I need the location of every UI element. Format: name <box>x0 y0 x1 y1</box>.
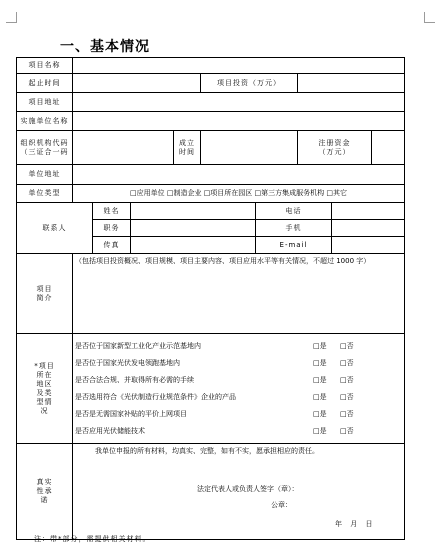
question-row <box>73 338 404 355</box>
section-heading: 一、基本情况 <box>60 39 150 55</box>
unit-address-label: 单位地址 <box>17 165 73 185</box>
intro-hint: （包括项目投资概况、项目规模、项目主要内容、项目应用水平等有关情况，不超过 1000 字） <box>75 257 371 265</box>
phone-label: 电话 <box>256 203 332 220</box>
impl-unit-label: 实施单位名称 <box>17 112 73 131</box>
yes-checkbox[interactable]: □是 <box>313 426 327 435</box>
declaration-statement: 我单位申报的所有材料，均真实、完整，如有不实，愿承担相应的责任。 <box>95 447 319 455</box>
start-time-label: 起止时间 <box>17 74 73 93</box>
fax-field[interactable] <box>131 237 256 254</box>
question-row <box>73 389 404 406</box>
declaration-label: 真实 性承 诺 <box>17 444 73 540</box>
no-checkbox[interactable]: □否 <box>340 358 354 367</box>
project-address-label: 项目地址 <box>17 93 73 112</box>
page-corner-mark-right <box>424 12 435 23</box>
declaration-cell <box>73 444 405 540</box>
fit-label: *项目 所在 地区 及类 型情 况 <box>17 334 73 444</box>
investment-label: 项目投资（万元） <box>201 74 298 93</box>
no-checkbox[interactable]: □否 <box>340 426 354 435</box>
name-label: 姓名 <box>93 203 131 220</box>
question-row <box>73 355 404 372</box>
dept-label: 职务 <box>93 220 131 237</box>
yes-checkbox[interactable]: □是 <box>313 375 327 384</box>
question-row <box>73 423 404 440</box>
mobile-field[interactable] <box>332 220 405 237</box>
founded-field[interactable] <box>201 131 298 165</box>
org-code-label: 组织机构代码 （三证合一码 <box>17 131 73 165</box>
no-checkbox[interactable]: □否 <box>340 409 354 418</box>
capital-label: 注册资金 （万元） <box>298 131 372 165</box>
question-text: 是否应用光伏储能技术 <box>75 426 145 435</box>
unit-type-label: 单位类型 <box>17 185 73 203</box>
project-name-label: 项目名称 <box>17 58 73 74</box>
fax-label: 传真 <box>93 237 131 254</box>
question-text: 是否位于国家新型工业化产业示范基地内 <box>75 341 201 350</box>
org-code-field[interactable] <box>73 131 174 165</box>
phone-field[interactable] <box>332 203 405 220</box>
contact-label: 联系人 <box>17 203 93 254</box>
question-row <box>73 406 404 423</box>
investment-field[interactable] <box>298 74 405 93</box>
unit-type-options[interactable]: □应用单位 □制造企业 □项目所在园区 □第三方集成服务机构 □其它 <box>73 185 405 203</box>
question-text: 是否合法合规、并取得所有必需的手续 <box>75 375 194 384</box>
no-checkbox[interactable]: □否 <box>340 375 354 384</box>
unit-address-field[interactable] <box>73 165 405 185</box>
question-list <box>73 338 404 440</box>
project-address-field[interactable] <box>73 93 405 112</box>
signature-line[interactable]: 法定代表人或负责人签字（章）： <box>197 485 299 493</box>
footnote: 注：带*部分，需提供相关材料。 <box>34 535 151 543</box>
email-label: E-mail <box>256 237 332 254</box>
yes-checkbox[interactable]: □是 <box>313 392 327 401</box>
fit-questions <box>73 334 405 444</box>
start-time-field[interactable] <box>73 74 201 93</box>
email-field[interactable] <box>332 237 405 254</box>
mobile-label: 手机 <box>256 220 332 237</box>
intro-field[interactable] <box>73 254 405 334</box>
question-text: 是否选用符合《光伏制造行业规范条件》企业的产品 <box>75 392 236 401</box>
project-name-field[interactable] <box>73 58 405 74</box>
impl-unit-field[interactable] <box>73 112 405 131</box>
question-text: 是否是无需国家补贴的平价上网项目 <box>75 409 187 418</box>
name-field[interactable] <box>131 203 256 220</box>
founded-label: 成立时间 <box>174 131 201 165</box>
question-row <box>73 372 404 389</box>
dept-field[interactable] <box>131 220 256 237</box>
page-corner-mark-left <box>6 12 17 23</box>
basic-info-form <box>16 57 405 540</box>
date-line[interactable]: 年 月 日 <box>335 520 376 528</box>
yes-checkbox[interactable]: □是 <box>313 341 327 350</box>
seal-line[interactable]: 公章： <box>271 501 292 509</box>
yes-checkbox[interactable]: □是 <box>313 358 327 367</box>
question-text: 是否位于国家光伏发电领跑基地内 <box>75 358 180 367</box>
intro-label: 项目 简介 <box>17 254 73 334</box>
no-checkbox[interactable]: □否 <box>340 341 354 350</box>
no-checkbox[interactable]: □否 <box>340 392 354 401</box>
capital-field[interactable] <box>372 131 405 165</box>
yes-checkbox[interactable]: □是 <box>313 409 327 418</box>
